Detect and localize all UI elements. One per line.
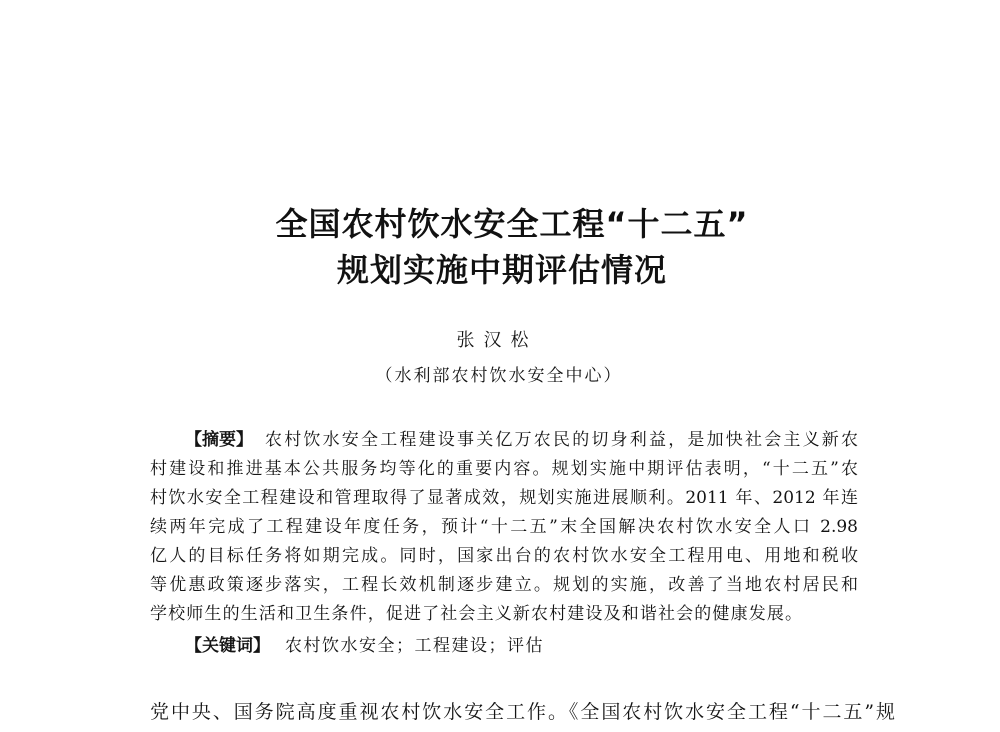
abstract-line-4: 续两年完成了工程建设年度任务，预计“十二五”末全国解决农村饮水安全人口 2.98 [150, 517, 858, 537]
body-paragraph-line: 党中央、国务院高度重视农村饮水安全工作。《全国农村饮水安全工程“十二五”规 [150, 701, 895, 723]
page-title-line-1: 全国农村饮水安全工程“十二五” [275, 205, 749, 243]
abstract-line-3: 村饮水安全工程建设和管理取得了显著成效，规划实施进展顺利。2011 年、2012 年连 [150, 488, 858, 508]
author-name: 张汉松 [456, 330, 538, 351]
keywords-text: 农村饮水安全；工程建设；评估 [285, 636, 544, 656]
author-affiliation: （水利部农村饮水安全中心） [375, 366, 623, 386]
abstract-line-6: 等优惠政策逐步落实，工程长效机制逐步建立。规划的实施，改善了当地农村居民和 [150, 575, 858, 595]
keywords-line [185, 635, 565, 657]
keywords-label: 【关键词】 [185, 636, 270, 656]
abstract-line-5: 亿人的目标任务将如期完成。同时，国家出台的农村饮水安全工程用电、用地和税收 [150, 546, 858, 566]
abstract-text: 农村饮水安全工程建设事关亿万农民的切身利益，是加快社会主义新农 [265, 430, 858, 450]
abstract-line-7: 学校师生的生活和卫生条件，促进了社会主义新农村建设及和谐社会的健康发展。 [150, 604, 802, 624]
abstract-line-1 [185, 429, 858, 451]
abstract-label: 【摘要】 [185, 430, 253, 450]
page-title-line-2: 规划实施中期评估情况 [336, 251, 667, 289]
abstract-line-2: 村建设和推进基本公共服务均等化的重要内容。规划实施中期评估表明，“十二五”农 [150, 459, 858, 479]
